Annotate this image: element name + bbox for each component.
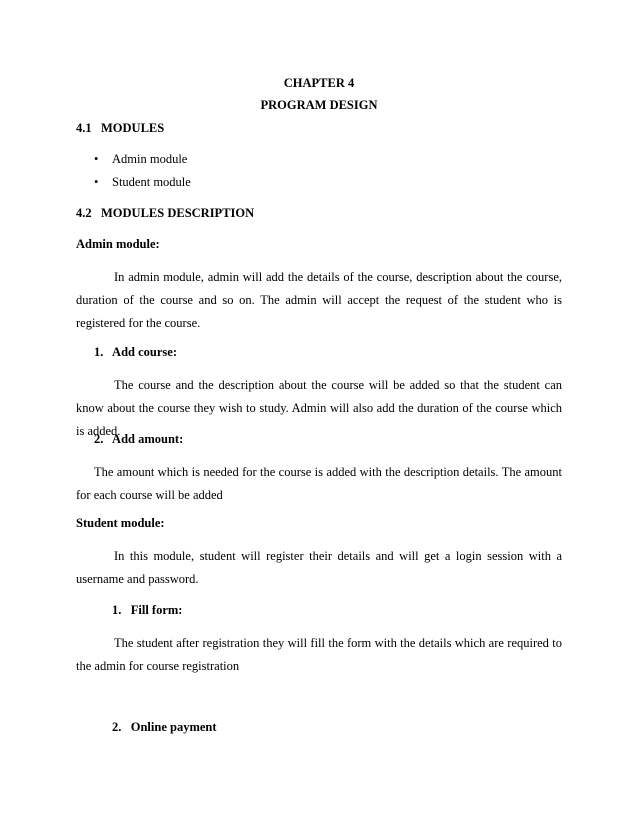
add-course-paragraph: The course and the description about the course will be added so that the student can know about the course they wish to study. Admin will also add the duration of the course which is added. — [76, 378, 562, 438]
add-course-heading: 1. Add course: — [94, 345, 177, 359]
fill-form-heading: 1. Fill form: — [112, 603, 183, 617]
section-heading-description: 4.2 MODULES DESCRIPTION — [76, 206, 255, 220]
add-amount-paragraph: The amount which is needed for the course is added with the description details. The amount for each course will be added — [76, 465, 562, 502]
student-module-heading: Student module: — [76, 516, 165, 530]
student-module-paragraph: In this module, student will register their details and will get a login session with a username and password. — [76, 549, 562, 586]
bullet-icon: • — [94, 175, 99, 189]
chapter-number: CHAPTER 4 — [283, 76, 355, 90]
bullet-icon: • — [94, 152, 99, 166]
list-item-label: Admin module — [112, 152, 188, 166]
list-item-label: Student module — [112, 175, 191, 189]
chapter-title: PROGRAM DESIGN — [260, 98, 378, 112]
add-amount-heading: 2. Add amount: — [94, 432, 184, 446]
section-heading-modules: 4.1 MODULES — [76, 121, 165, 135]
admin-module-paragraph: In admin module, admin will add the details of the course, description about the course, duration of the course and so on. The admin will accept the request of the student who is registered for the course. — [76, 270, 562, 330]
fill-form-paragraph: The student after registration they will fill the form with the details which are required to the admin for course registration — [76, 636, 562, 673]
online-payment-heading: 2. Online payment — [112, 720, 217, 734]
admin-module-heading: Admin module: — [76, 237, 160, 251]
